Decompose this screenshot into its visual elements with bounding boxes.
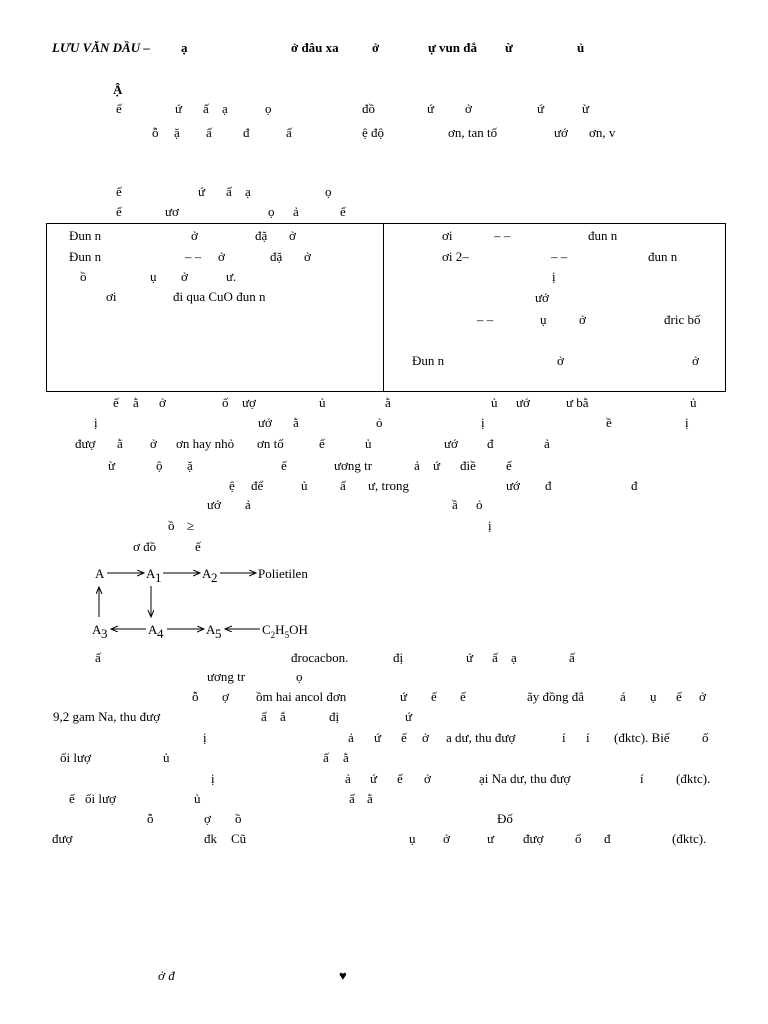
text-fragment: ố [575,831,582,846]
text-fragment: đặ [270,249,283,264]
text-fragment: ơn, v [589,125,616,140]
compound-a5: A [206,622,216,637]
text-fragment: ứ [427,101,435,116]
text-fragment: ằ [117,436,123,451]
text-fragment: ơi [442,228,453,243]
text-fragment: ế [69,791,75,806]
text-fragment: điề [460,458,476,473]
text-fragment: ả [293,204,299,219]
header-fragment: ự vun đắ [428,40,477,55]
text-fragment: – – [477,312,494,327]
text-fragment: ỏ [476,497,483,512]
compound-a1: A [146,566,156,581]
text-fragment: đ [487,436,494,451]
text-fragment: ế [506,458,512,473]
text-fragment: ầ [452,497,458,512]
text-fragment: ư, trong [368,478,409,493]
text-fragment: ấ [569,650,575,665]
text-fragment: ế [281,458,287,473]
text-fragment: ấ [286,125,292,140]
text-fragment: ứ [400,689,408,704]
header-author: LƯU VĂN DẦU – [52,40,150,55]
text-fragment: ồ [168,518,175,533]
text-fragment: đặ [255,228,268,243]
text-fragment: ở [150,436,157,451]
text-fragment: ạ [245,184,251,199]
text-fragment: ằ [385,395,391,410]
text-fragment: ướ [535,290,549,305]
header-fragment: ở đâu xa [291,40,339,55]
text-fragment: ụ [409,831,416,846]
text-fragment: (đktc). [672,831,707,846]
text-fragment: ệ độ [362,125,385,140]
text-fragment: ứ [405,709,413,724]
text-fragment: ứ [374,730,382,745]
text-fragment: – – [551,249,568,264]
text-fragment: ế [116,204,122,219]
text-fragment: ương tr [334,458,373,473]
text-fragment: ươ [165,204,179,219]
text-fragment: để [251,478,264,493]
text-fragment: Đun n [69,228,102,243]
text-fragment: ướ [506,478,520,493]
text-fragment: đ [545,478,552,493]
text-fragment: ế [116,101,122,116]
text-fragment: ư. [226,269,237,284]
text-fragment: ương tr [207,669,246,684]
text-fragment: ứ [175,101,183,116]
text-fragment: đric bố [664,312,701,327]
text-fragment: ỏ [376,415,383,430]
text-fragment: đi qua CuO đun n [173,289,266,304]
text-fragment: ị [552,269,556,284]
text-fragment: đ [243,125,250,140]
text-fragment: ại Na dư, thu đượ [479,771,571,786]
header-fragment: ừ [505,40,513,55]
text-fragment: ụ [650,689,657,704]
text-fragment: ở [304,249,311,264]
text-fragment: ỗ [147,811,154,826]
text-fragment: ồ [80,269,87,284]
text-fragment: ế [116,184,122,199]
text-fragment: ứ [433,458,441,473]
text-fragment: í [586,730,590,745]
text-fragment: ế [195,539,201,554]
text-fragment: ở [289,228,296,243]
text-fragment: Cũ [231,831,247,846]
text-fragment: ối lượ [85,791,116,806]
text-fragment: ọ [265,101,272,116]
compound-a3-subscript: 3 [101,626,108,641]
text-fragment: ằ [343,750,349,765]
text-fragment: ãy đồng đẳ [527,689,585,704]
text-fragment: ả [345,771,351,786]
text-fragment: ở [191,228,198,243]
text-fragment: ừ [108,458,116,473]
text-fragment: đượ [75,436,96,451]
text-fragment: ỗ [192,689,199,704]
text-fragment: ế [397,771,403,786]
header-fragment: ạ [181,40,188,55]
text-fragment: ủ [491,395,498,410]
text-fragment: ọ [325,184,332,199]
text-fragment: ả [544,436,550,451]
text-fragment: ế [401,730,407,745]
text-fragment: ộ [156,458,163,473]
text-fragment: (đktc). Biế [614,730,670,745]
text-fragment: ệ [229,478,235,493]
text-fragment: (đktc). [676,771,711,786]
text-fragment: á [620,689,626,704]
text-fragment: ừ [582,101,590,116]
heart-icon: ♥ [339,968,347,983]
text-fragment: ủ [194,791,201,806]
text-fragment: ạ [222,101,228,116]
text-fragment: đị [329,709,340,724]
text-fragment: ơi 2– [442,249,469,264]
text-fragment: ế [676,689,682,704]
text-fragment: ở [699,689,706,704]
text-fragment: ố [222,395,229,410]
text-fragment: ấ [492,650,498,665]
text-fragment: ơ đồ [133,539,157,554]
text-fragment: ụ [150,269,157,284]
text-fragment: ượ [242,395,256,410]
text-fragment: ủ [301,478,308,493]
text-fragment: ủ [365,436,372,451]
text-fragment: ối lượ [60,750,91,765]
text-fragment: ặ [187,458,193,473]
text-fragment: ề [606,415,612,430]
text-fragment: ụ [540,312,547,327]
text-fragment: ấ [226,184,232,199]
text-fragment: đrocacbon. [291,650,349,665]
text-fragment: ở [579,312,586,327]
text-fragment: ứ [198,184,206,199]
text-fragment: ơn hay nhỏ [176,436,235,451]
compound-a3: A [92,622,102,637]
compound-a5-subscript: 5 [215,626,222,641]
text-fragment: ặ [174,125,180,140]
product-polietilen: Polietilen [258,566,308,581]
text-fragment: ở [181,269,188,284]
text-fragment: Đun n [412,353,445,368]
text-fragment: ướ [516,395,530,410]
text-fragment: ở [465,101,472,116]
text-fragment: ế [340,204,346,219]
text-fragment: ướ [444,436,458,451]
text-fragment: ạ [511,650,517,665]
compound-a2: A [202,566,212,581]
text-fragment: ồ [235,811,242,826]
text-fragment: ≥ [187,518,195,533]
text-fragment: ở [422,730,429,745]
text-fragment: ở [159,395,166,410]
text-fragment: ố [702,730,709,745]
text-fragment: ằ [133,395,139,410]
text-fragment: ở [443,831,450,846]
text-fragment: ằ [293,415,299,430]
text-fragment: – – [185,249,202,264]
text-fragment: ủ [690,395,697,410]
text-fragment: ấ [261,709,267,724]
ethanol-formula: $C_2H_5OH$ [262,622,308,640]
text-fragment: đ [604,831,611,846]
text-fragment: ả [348,730,354,745]
text-fragment: đun n [648,249,678,264]
text-fragment: ơn tố [257,436,284,451]
text-fragment: ấ [349,791,355,806]
text-fragment: đồ [362,101,375,116]
text-fragment: ế [319,436,325,451]
text-fragment: đượ [52,831,73,846]
text-fragment: ấ [95,650,101,665]
text-fragment: ị [481,415,485,430]
text-fragment: a dư, thu đượ [446,730,516,745]
text-fragment: đ [631,478,638,493]
text-fragment: Đun n [69,249,102,264]
text-fragment: í [640,771,644,786]
text-fragment: ư bằ [566,395,589,410]
compound-a4: A [148,622,158,637]
text-fragment: ấ [323,750,329,765]
text-fragment: ị [211,771,215,786]
text-fragment: ồm hai ancol đơn [256,689,347,704]
compound-a2-subscript: 2 [211,570,218,585]
text-fragment: ế [113,395,119,410]
text-fragment: ướ [554,125,568,140]
text-fragment: ơi [106,289,117,304]
text-fragment: ả [245,497,251,512]
text-fragment: ướ [258,415,272,430]
text-fragment: ị [94,415,98,430]
text-fragment: ị [488,518,492,533]
text-fragment: ứ [537,101,545,116]
text-fragment: ứ [370,771,378,786]
footer-text: ở đ [158,968,175,983]
text-fragment: ư [487,831,495,846]
text-fragment: ả [414,458,420,473]
text-fragment: đượ [523,831,544,846]
text-fragment: ấ [203,101,209,116]
text-fragment: ắ [280,709,286,724]
text-fragment: ọ [268,204,275,219]
compound-a1-subscript: 1 [155,570,162,585]
text-fragment: 9,2 gam Na, thu đượ [53,709,161,724]
text-fragment: ợ [204,811,211,826]
text-fragment: đị [393,650,404,665]
text-fragment: – – [494,228,511,243]
text-fragment: ợ [222,689,229,704]
text-fragment: ở [424,771,431,786]
text-fragment: ế [431,689,437,704]
text-fragment: ấ [206,125,212,140]
text-fragment: ị [685,415,689,430]
text-fragment: í [562,730,566,745]
text-fragment: ọ [296,669,303,684]
compound-a: A [95,566,105,581]
text-fragment: ơn, tan tố [448,125,498,140]
section-heading: Ậ [113,82,123,97]
text-fragment: đk [204,831,217,846]
text-fragment: ấ [340,478,346,493]
text-fragment: đun n [588,228,618,243]
text-fragment: ế [460,689,466,704]
header-fragment: ở [372,40,380,55]
text-fragment: ủ [163,750,170,765]
text-fragment: ở [692,353,699,368]
text-fragment: ở [557,353,564,368]
text-fragment: ằ [367,791,373,806]
header-fragment: ủ [577,40,585,55]
text-fragment: ị [203,730,207,745]
text-fragment: ỗ [152,125,159,140]
text-fragment: ứ [466,650,474,665]
text-fragment: ở [218,249,225,264]
compound-a4-subscript: 4 [157,626,164,641]
text-fragment: Đố [497,811,513,826]
text-fragment: ướ [207,497,221,512]
text-fragment: ủ [319,395,326,410]
